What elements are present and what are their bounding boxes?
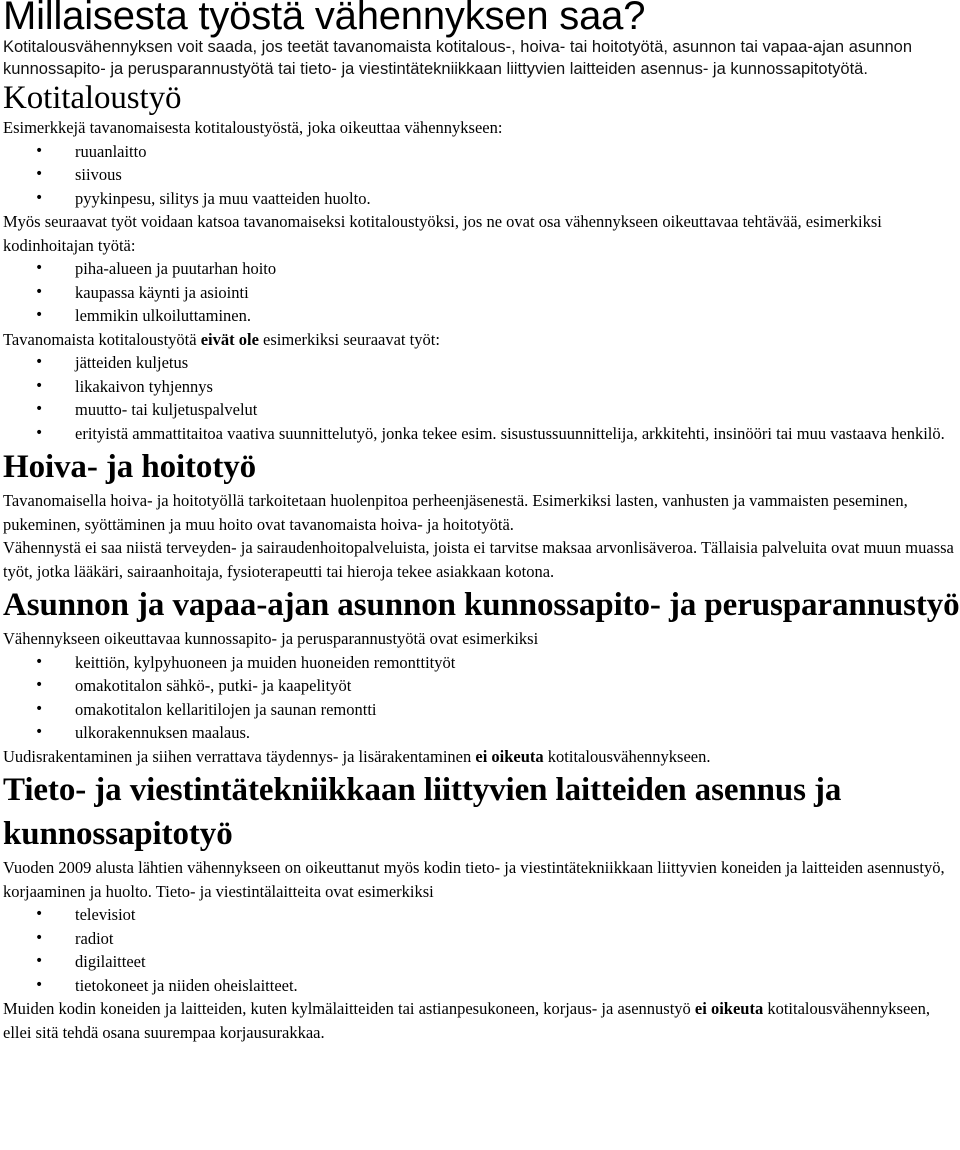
list-item [3,304,960,328]
list-item-text: digilaitteet [75,952,146,971]
list-item-text: televisiot [75,905,136,924]
bullet-icon: • [35,260,44,276]
emphasis-text: ei oikeuta [475,746,544,766]
list-item-text: siivous [75,165,122,184]
section-heading-kotitalous: Kotitaloustyö [3,80,182,116]
list-item [3,281,960,305]
list-item-text: keittiön, kylpyhuoneen ja muiden huoneiden remonttityöt [75,652,456,672]
list-item-text: jätteiden kuljetus [75,353,189,372]
list-item-text: omakotitalon kellaritilojen ja saunan remontti [75,699,377,719]
bullet-icon: • [35,677,44,693]
kotitalous-paragraph-3 [3,328,960,352]
bullet-icon: • [35,401,44,417]
intro-text: Kotitalousvähennyksen voit saada, jos teetät tavanomaista kotitalous-, hoiva- tai hoitotyötä, asunnon tai vapaa-ajan asunnon kunnossapito- ja perusparannustyötä tai tieto- ja viestintätekniikkaan liittyvien laitteiden asennus- ja kunnossapitotyötä. [3,38,912,78]
text-run: kotitalousvähennykseen. [543,746,711,766]
list-item-text: piha-alueen ja puutarhan hoito [75,259,277,278]
section-heading-hoiva: Hoiva- ja hoitotyö [3,449,257,485]
tieto-list-1 [3,903,960,997]
list-item-text: pyykinpesu, silitys ja muu vaatteiden huolto. [75,188,371,208]
list-item [3,651,960,675]
page-title: Millaisesta työstä vähennyksen saa? [3,0,646,38]
bullet-icon: • [35,424,44,441]
bullet-icon: • [35,142,44,159]
hoiva-paragraph-1: Tavanomaisella hoiva- ja hoitotyöllä tarkoitetaan huolenpitoa perheenjäsenestä. Esimerkiksi lasten, vanhusten ja vammaisten peseminen, pukeminen, syöttäminen ja muu hoito ovat tavanomaista hoiva- ja hoitotyötä. [3,491,908,534]
list-item [3,903,960,927]
bullet-icon: • [35,976,44,993]
bullet-icon: • [35,929,44,946]
list-item [3,398,960,422]
list-item-text: radiot [75,928,114,948]
list-item [3,974,960,998]
list-item [3,698,960,722]
list-item [3,950,960,974]
bullet-icon: • [35,906,44,922]
bullet-icon: • [35,953,44,969]
list-item-text: tietokoneet ja niiden oheislaitteet. [75,975,298,995]
bullet-icon: • [35,189,44,206]
list-item-text: muutto- tai kuljetuspalvelut [75,400,258,419]
bullet-icon: • [35,700,44,717]
list-item-text: ruuanlaitto [75,141,147,161]
bullet-icon: • [35,653,44,670]
section-heading-asunto: Asunnon ja vapaa-ajan asunnon kunnossapito- ja perusparannustyö [3,587,960,623]
section-heading-tieto: Tieto- ja viestintätekniikkaan liittyvien laitteiden asennus ja kunnossapitotyö [3,772,842,852]
asunto-paragraph-2 [3,745,960,769]
list-item-text: ulkorakennuksen maalaus. [75,723,251,742]
bullet-icon: • [35,377,44,394]
list-item [3,721,960,745]
list-item [3,422,960,446]
kotitalous-list-2 [3,257,960,328]
list-item-text: erityistä ammattitaitoa vaativa suunnittelutyö, jonka tekee esim. sisustussuunnittelija, arkkitehti, insinööri tai muu vastaava henkilö. [75,423,945,443]
text-run: Tavanomaista kotitaloustyötä [3,329,201,349]
bullet-icon: • [35,354,44,370]
kotitalous-list-1 [3,140,960,211]
text-run: kotitalousvähennykseen, ellei sitä tehdä osana suurempaa korjausurakkaa. [3,999,930,1042]
bullet-icon: • [35,166,44,182]
list-item [3,187,960,211]
emphasis-text: eivät ole [200,329,259,349]
list-item [3,375,960,399]
bullet-icon: • [35,307,44,323]
text-run: Uudisrakentaminen ja siihen verrattava täydennys- ja lisärakentaminen [3,746,476,766]
bullet-icon: • [35,724,44,740]
asunto-list-1 [3,651,960,745]
emphasis-text: ei oikeuta [694,999,764,1018]
list-item-text: kaupassa käynti ja asiointi [75,282,249,302]
hoiva-paragraph-2: Vähennystä ei saa niistä terveyden- ja sairaudenhoitopalveluista, joista ei tarvitse maksaa arvonlisäveroa. Tällaisia palveluita ovat muun muassa työt, jotka lääkäri, sairaanhoitaja, fysioterapeutti tai hieroja tekee asiakkaan kotona. [3,538,954,581]
kotitalous-paragraph-1: Esimerkkejä tavanomaisesta kotitaloustyöstä, joka oikeuttaa vähennykseen: [3,118,503,137]
list-item [3,351,960,375]
tieto-paragraph-2 [3,997,960,1044]
bullet-icon: • [35,283,44,300]
list-item-text: likakaivon tyhjennys [75,376,213,396]
kotitalous-paragraph-2: Myös seuraavat työt voidaan katsoa tavanomaiseksi kotitaloustyöksi, jos ne ovat osa vähennykseen oikeuttavaa tehtävää, esimerkiksi kodinhoitajan työtä: [3,212,882,255]
tieto-paragraph-1: Vuoden 2009 alusta lähtien vähennykseen on oikeuttanut myös kodin tieto- ja viestintätekniikkaan liittyvien koneiden ja laitteiden asennustyö, korjaaminen ja huolto. Tieto- ja viestintälaitteita ovat esimerkiksi [3,858,945,901]
list-item [3,140,960,164]
list-item [3,257,960,281]
text-run: esimerkiksi seuraavat työt: [258,329,440,349]
asunto-paragraph-1: Vähennykseen oikeuttavaa kunnossapito- ja perusparannustyötä ovat esimerkiksi [3,629,539,648]
list-item-text: lemmikin ulkoiluttaminen. [75,306,251,325]
list-item [3,927,960,951]
kotitalous-list-3 [3,351,960,445]
text-run: Muiden kodin koneiden ja laitteiden, kuten kylmälaitteiden tai astianpesukoneen, korjaus- ja asennustyö [3,999,695,1018]
list-item [3,674,960,698]
list-item [3,163,960,187]
list-item-text: omakotitalon sähkö-, putki- ja kaapelityöt [75,676,352,695]
